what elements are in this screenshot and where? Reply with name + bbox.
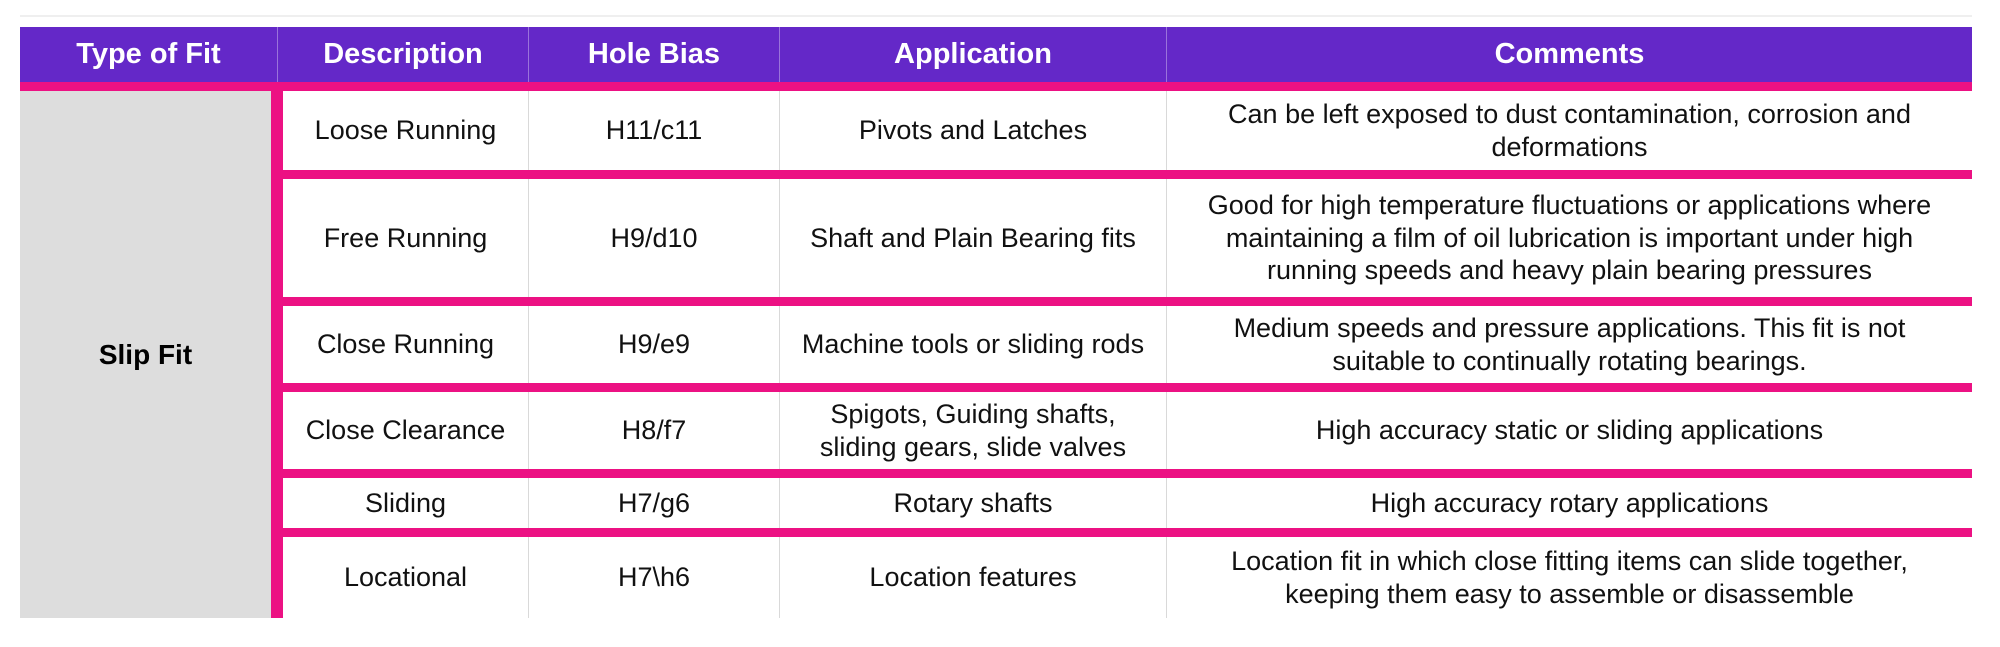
- cell-application: Location features: [779, 537, 1166, 618]
- cell-hole-bias: H7/g6: [528, 478, 779, 528]
- table-row: [283, 306, 1972, 383]
- table-body: [20, 91, 1972, 618]
- cell-description: Sliding: [364, 487, 447, 518]
- cell-hole-bias: H9/e9: [528, 306, 779, 383]
- table-header-row: [20, 27, 1972, 82]
- cell-hole-bias: H11/c11: [528, 91, 779, 170]
- cell-application: Shaft and Plain Bearing fits: [779, 179, 1166, 297]
- cell-hole-bias: H8/f7: [528, 392, 779, 469]
- table-row: [283, 392, 1972, 469]
- cell-description: Close Clearance: [305, 415, 506, 446]
- header-underline-bar: [20, 82, 1972, 91]
- cell-comments: Medium speeds and pressure applications. This fit is not suitable to continually rotating bearings.: [1166, 306, 1972, 383]
- row-divider-bar: [283, 297, 1972, 306]
- cell-comments: Location fit in which close fitting items can slide together, keeping them easy to assemble or disassemble: [1166, 537, 1972, 618]
- header-cell-type-of-fit: Type of Fit: [76, 38, 221, 70]
- row-divider-bar: [283, 170, 1972, 179]
- cell-application: Spigots, Guiding shafts, sliding gears, slide valves: [779, 392, 1166, 469]
- cell-comments: Can be left exposed to dust contamination, corrosion and deformations: [1166, 91, 1972, 170]
- row-divider-bar: [283, 469, 1972, 478]
- cell-application: Pivots and Latches: [779, 91, 1166, 170]
- cell-application: Machine tools or sliding rods: [779, 306, 1166, 383]
- cell-hole-bias: H7\h6: [528, 537, 779, 618]
- header-cell-comments: Comments: [1166, 27, 1972, 82]
- cell-comments: Good for high temperature fluctuations or applications where maintaining a film of oil lubrication is important under high running speeds and heavy plain bearing pressures: [1166, 179, 1972, 297]
- header-cell-application: Application: [779, 27, 1166, 82]
- cell-hole-bias: H9/d10: [528, 179, 779, 297]
- merged-cell-slip-fit: Slip Fit: [20, 91, 271, 618]
- row-divider-bar: [283, 383, 1972, 392]
- table-rows: [283, 91, 1972, 618]
- row-divider-bar: [283, 528, 1972, 537]
- cell-application: Rotary shafts: [779, 478, 1166, 528]
- table-top-edge: [20, 15, 1972, 17]
- cell-description: Loose Running: [314, 115, 497, 146]
- cell-description: Locational: [343, 562, 468, 593]
- cell-comments: High accuracy rotary applications: [1166, 478, 1972, 528]
- cell-comments: High accuracy static or sliding applications: [1166, 392, 1972, 469]
- vertical-divider-bar: [271, 91, 283, 618]
- cell-description: Free Running: [323, 222, 488, 253]
- cell-description: Close Running: [316, 329, 495, 360]
- table-row: [283, 478, 1972, 528]
- table-row: [283, 179, 1972, 297]
- table-row: [283, 91, 1972, 170]
- header-cell-description: Description: [277, 27, 528, 82]
- table-row: [283, 537, 1972, 618]
- header-cell-hole-bias: Hole Bias: [528, 27, 779, 82]
